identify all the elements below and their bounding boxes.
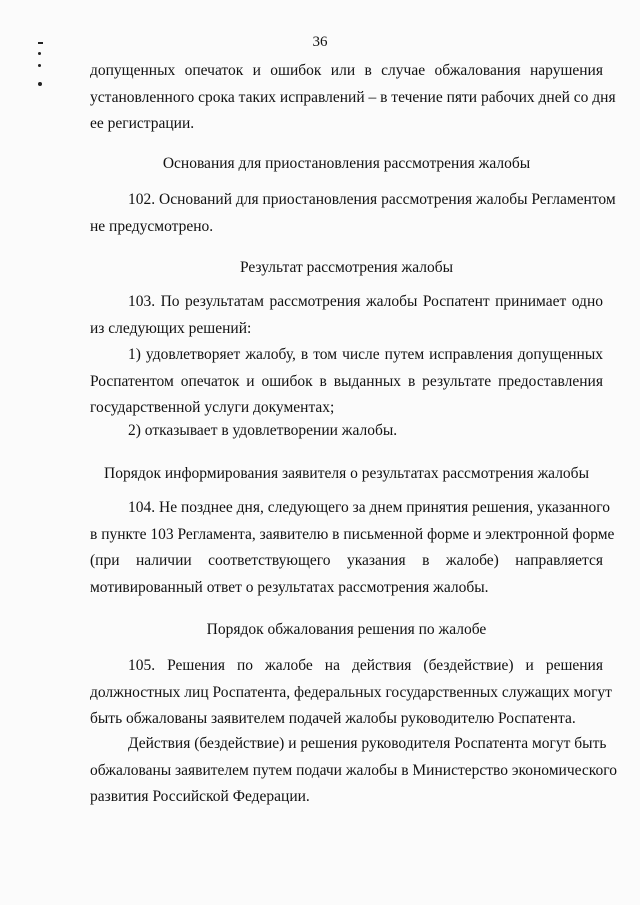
margin-marks <box>34 40 46 100</box>
paragraph-103 <box>90 289 603 342</box>
text-line: установленного срока таких исправлений – в течение пяти рабочих дней со дня <box>90 88 616 106</box>
text-line: в пункте 103 Регламента, заявителю в письменной форме и электронной форме <box>90 525 615 543</box>
text-line: 105. Решения по жалобе на действия (бездействие) и решения <box>128 657 603 674</box>
text-line: не предусмотрено. <box>90 217 214 235</box>
text-line: государственной услуги документах; <box>90 399 335 416</box>
text-line: из следующих решений: <box>90 319 252 337</box>
text-line: обжалованы заявителем путем подачи жалобы в Министерство экономического <box>90 761 617 779</box>
text-line: допущенных опечаток и ошибок или в случае обжалования нарушения <box>90 62 603 79</box>
margin-mark <box>38 82 42 86</box>
paragraph-continuation <box>90 58 616 138</box>
text-line: 104. Не позднее дня, следующего за днем принятия решения, указанного <box>128 499 610 516</box>
section-heading-appeal: Порядок обжалования решения по жалобе <box>206 621 487 638</box>
text-line: мотивированный ответ о результатах рассмотрения жалобы. <box>90 578 489 596</box>
section-heading-result: Результат рассмотрения жалобы <box>239 259 454 276</box>
text-line: Действия (бездействие) и решения руководителя Роспатента могут быть <box>128 735 607 752</box>
text-line: 103. По результатам рассмотрения жалобы Роспатент принимает одно <box>128 293 603 310</box>
text-line: (при наличии соответствующего указания в жалобе) направляется <box>90 552 603 569</box>
text-line: Роспатентом опечаток и ошибок в выданных в результате предоставления <box>90 372 603 390</box>
margin-mark <box>38 52 41 55</box>
text-line: 2) отказывает в удовлетворении жалобы. <box>128 422 398 439</box>
text-line: развития Российской Федерации. <box>90 788 310 805</box>
margin-mark <box>38 64 41 67</box>
section-heading-suspension: Основания для приостановления рассмотрения жалобы <box>162 155 531 172</box>
paragraph-105 <box>90 653 612 733</box>
text-line: должностных лиц Роспатента, федеральных государственных служащих могут <box>90 683 612 701</box>
text-line: 1) удовлетворяет жалобу, в том числе путем исправления допущенных <box>128 346 603 363</box>
list-item-1 <box>90 342 603 422</box>
margin-mark <box>38 42 43 44</box>
section-heading-notification: Порядок информирования заявителя о результатах рассмотрения жалобы <box>104 465 589 482</box>
paragraph-102 <box>90 187 616 240</box>
list-item-2 <box>90 418 603 445</box>
text-line: быть обжалованы заявителем подачей жалобы руководителю Роспатента. <box>90 710 576 727</box>
paragraph-105-cont <box>90 731 617 811</box>
paragraph-104 <box>90 495 615 601</box>
text-line: 102. Оснований для приостановления рассмотрения жалобы Регламентом <box>128 191 616 208</box>
text-line: ее регистрации. <box>90 115 195 132</box>
page-number: 36 <box>312 34 328 50</box>
